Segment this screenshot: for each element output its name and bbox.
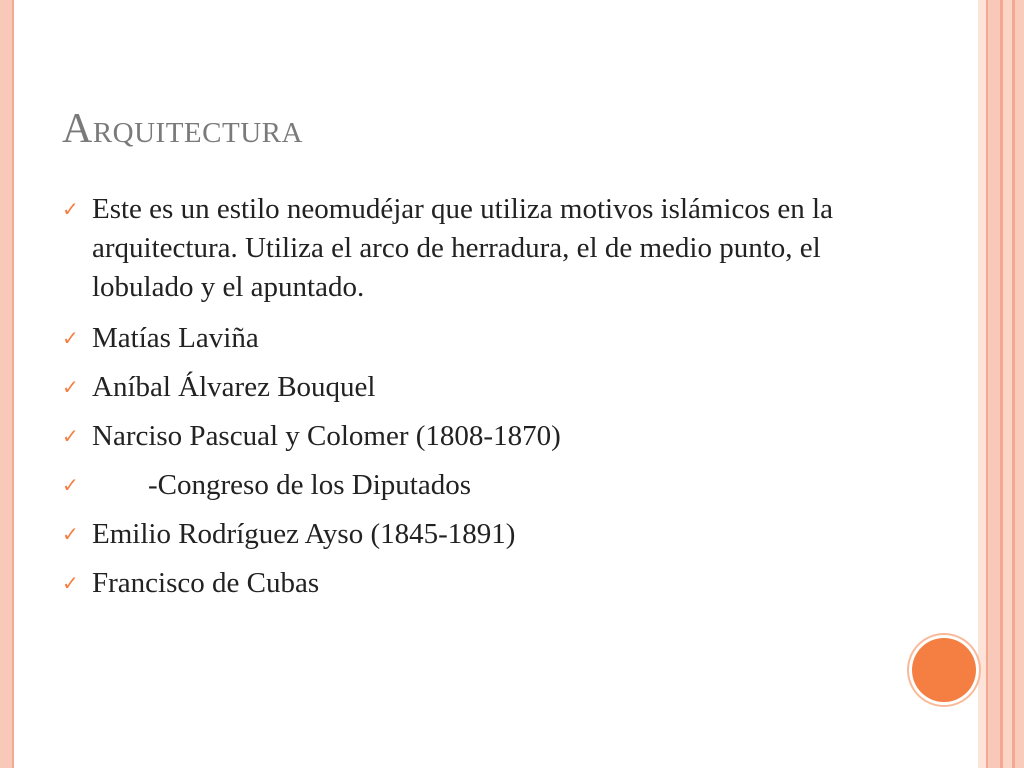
slide-title: Arquitectura xyxy=(62,106,303,152)
stripe xyxy=(1003,0,1012,768)
list-item xyxy=(62,515,862,554)
list-item xyxy=(62,417,862,456)
check-icon: ✓ xyxy=(62,199,79,221)
check-icon: ✓ xyxy=(62,426,79,448)
check-icon: ✓ xyxy=(62,475,79,497)
list-item xyxy=(62,466,862,505)
bullet-text: Narciso Pascual y Colomer (1808-1870) xyxy=(92,420,561,452)
check-icon: ✓ xyxy=(62,524,79,546)
bullet-list xyxy=(62,190,862,613)
left-decorative-stripe xyxy=(0,0,14,768)
bullet-text: Aníbal Álvarez Bouquel xyxy=(92,371,376,403)
stripe xyxy=(988,0,1000,768)
check-icon: ✓ xyxy=(62,573,79,595)
list-item xyxy=(62,190,862,307)
check-icon: ✓ xyxy=(62,377,79,399)
check-icon: ✓ xyxy=(62,328,79,350)
list-item xyxy=(62,319,862,358)
decorative-circle xyxy=(912,638,976,702)
right-decorative-stripes xyxy=(978,0,1024,768)
list-item xyxy=(62,368,862,407)
bullet-text: Francisco de Cubas xyxy=(92,567,320,599)
bullet-text: Emilio Rodríguez Ayso (1845-1891) xyxy=(92,518,516,550)
list-item xyxy=(62,564,862,603)
stripe xyxy=(978,0,986,768)
bullet-text: -Congreso de los Diputados xyxy=(148,469,471,501)
stripe xyxy=(1015,0,1024,768)
bullet-text: Matías Laviña xyxy=(92,322,259,354)
bullet-text: Este es un estilo neomudéjar que utiliza motivos islámicos en la arquitectura. Utiliza el arco de herradura, el de medio punto, el lobulado y el apuntado. xyxy=(92,193,833,303)
